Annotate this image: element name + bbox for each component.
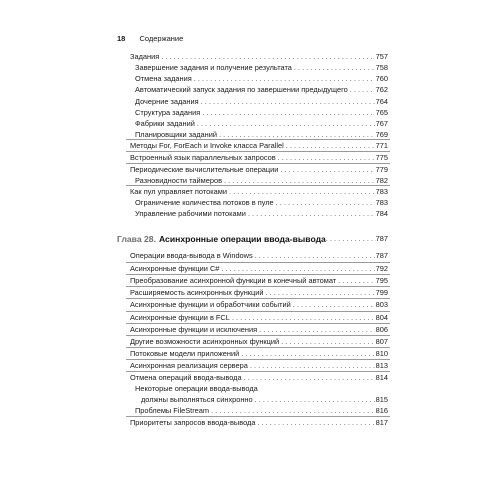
toc-entry-page: 783 <box>375 187 388 196</box>
toc-entry-title: Асинхронные функции C# <box>130 264 220 273</box>
toc-entry <box>130 263 388 274</box>
chapter-title: Асинхронные операции ввода-вывода <box>158 234 326 244</box>
toc-subentry <box>135 197 388 208</box>
toc-entry-page: 760 <box>375 74 388 83</box>
running-title: Содержание <box>139 34 184 43</box>
toc-entry-page: 765 <box>375 108 388 117</box>
toc-entry <box>130 164 388 175</box>
toc-entry-title: Асинхронные функции и обработчики событий <box>130 300 291 309</box>
toc-entry-page: 769 <box>375 130 388 139</box>
toc-entry-title: Фабрики заданий <box>135 119 195 128</box>
toc-entry-page: 758 <box>375 63 388 72</box>
toc-entry-page: 782 <box>375 176 388 185</box>
toc-entry-title: Асинхронные функции в FCL <box>130 313 230 322</box>
toc-subentry <box>135 118 388 129</box>
toc-subentry <box>141 394 388 405</box>
toc-entry-page: 767 <box>375 119 388 128</box>
toc-entry <box>130 417 388 428</box>
page-header <box>117 34 183 43</box>
toc-entry <box>130 250 388 261</box>
toc-entry-page: 817 <box>375 418 388 427</box>
toc-subentry <box>135 107 388 118</box>
toc-entry <box>130 186 388 197</box>
toc-entry <box>130 152 388 163</box>
toc-entry-page: 803 <box>375 300 388 309</box>
chapter-label: Глава 28. <box>117 234 156 244</box>
toc-entry-page: 807 <box>375 337 388 346</box>
toc-entry <box>130 360 388 371</box>
toc-entry-page: 816 <box>375 406 388 415</box>
toc-entry-page: 795 <box>375 276 388 285</box>
toc-entry-title: Расширяемость асинхронных функций <box>130 288 264 297</box>
toc-subentry <box>135 405 388 416</box>
toc-entry-title: Некоторые операции ввода-вывода <box>135 384 258 393</box>
toc-entry-title: Задания <box>130 52 160 61</box>
toc-entry <box>130 275 388 286</box>
toc-subentry <box>135 208 388 219</box>
toc-entry-page: 810 <box>375 349 388 358</box>
toc-entry-page: 771 <box>375 141 388 150</box>
toc-subentry-line1 <box>135 383 388 394</box>
toc-entry <box>130 336 388 347</box>
toc-entry-page: 757 <box>375 52 388 61</box>
toc-entry-page: 783 <box>375 198 388 207</box>
toc-entry-title: Проблемы FileStream <box>135 406 210 415</box>
toc-entry <box>130 312 388 323</box>
toc-entry-page: 813 <box>375 361 388 370</box>
toc-entry-page: 784 <box>375 209 388 218</box>
toc-entry-title: Разновидности таймеров <box>135 176 222 185</box>
toc-entry <box>130 287 388 298</box>
toc-entry-page: 764 <box>375 97 388 106</box>
toc-subentry <box>135 96 388 107</box>
toc-entry-title: Приоритеты запросов ввода-вывода <box>130 418 256 427</box>
toc-entry-title: Как пул управляет потоками <box>130 187 227 196</box>
toc-entry-page: 792 <box>375 264 388 273</box>
page-number: 18 <box>117 34 126 43</box>
toc-entry-title: Методы For, ForEach и Invoke класса Parallel <box>130 141 284 150</box>
toc-entry-title: Завершение задания и получение результата <box>135 63 292 72</box>
toc-entry-page: 815 <box>375 395 388 404</box>
toc-entry-title: Встроенный язык параллельных запросов <box>130 153 276 162</box>
toc-entry-title: Управление рабочими потоками <box>135 209 246 218</box>
toc-entry-page: 775 <box>375 153 388 162</box>
toc-entry <box>130 348 388 359</box>
toc-entry-title: Структура задания <box>135 108 201 117</box>
toc-subentry <box>135 84 388 95</box>
toc-entry <box>130 140 388 151</box>
toc-entry-page: 814 <box>375 373 388 382</box>
toc-entry-page: 779 <box>375 165 388 174</box>
toc-entry <box>130 324 388 335</box>
toc-entry-title: Периодические вычислительные операции <box>130 165 279 174</box>
toc-entry-page: 787 <box>375 251 388 260</box>
toc-entry-title: Асинхронная реализация сервера <box>130 361 248 370</box>
toc-entry-page: 762 <box>375 85 388 94</box>
toc-entry-title: Автоматический запуск задания по завершении предыдущего <box>135 85 348 94</box>
chapter-heading <box>117 232 388 246</box>
toc-entry-title: Ограничение количества потоков в пуле <box>135 198 274 207</box>
toc-subentry <box>135 62 388 73</box>
toc-entry-title: Отмена операций ввода-вывода <box>130 373 242 382</box>
toc-entry-title: Асинхронные функции и исключения <box>130 325 258 334</box>
toc-entry-title: Операции ввода-вывода в Windows <box>130 251 253 260</box>
chapter-page: 787 <box>375 234 388 243</box>
toc-entry-title: должны выполняться синхронно <box>141 395 253 404</box>
toc-entry-title: Дочерние задания <box>135 97 199 106</box>
toc-entry <box>130 51 388 62</box>
toc-subentry <box>135 73 388 84</box>
toc-entry <box>130 299 388 310</box>
toc-entry-title: Другие возможности асинхронных функций <box>130 337 280 346</box>
toc-entry-page: 804 <box>375 313 388 322</box>
toc-entry-title: Потоковые модели приложений <box>130 349 240 358</box>
toc-entry-page: 799 <box>375 288 388 297</box>
toc-entry-title: Планировщики заданий <box>135 130 217 139</box>
toc-entry <box>130 372 388 383</box>
toc-entry-page: 806 <box>375 325 388 334</box>
toc-entry-title: Преобразование асинхронной функции в конечный автомат <box>130 276 337 285</box>
toc-entry-title: Отмена задания <box>135 74 192 83</box>
